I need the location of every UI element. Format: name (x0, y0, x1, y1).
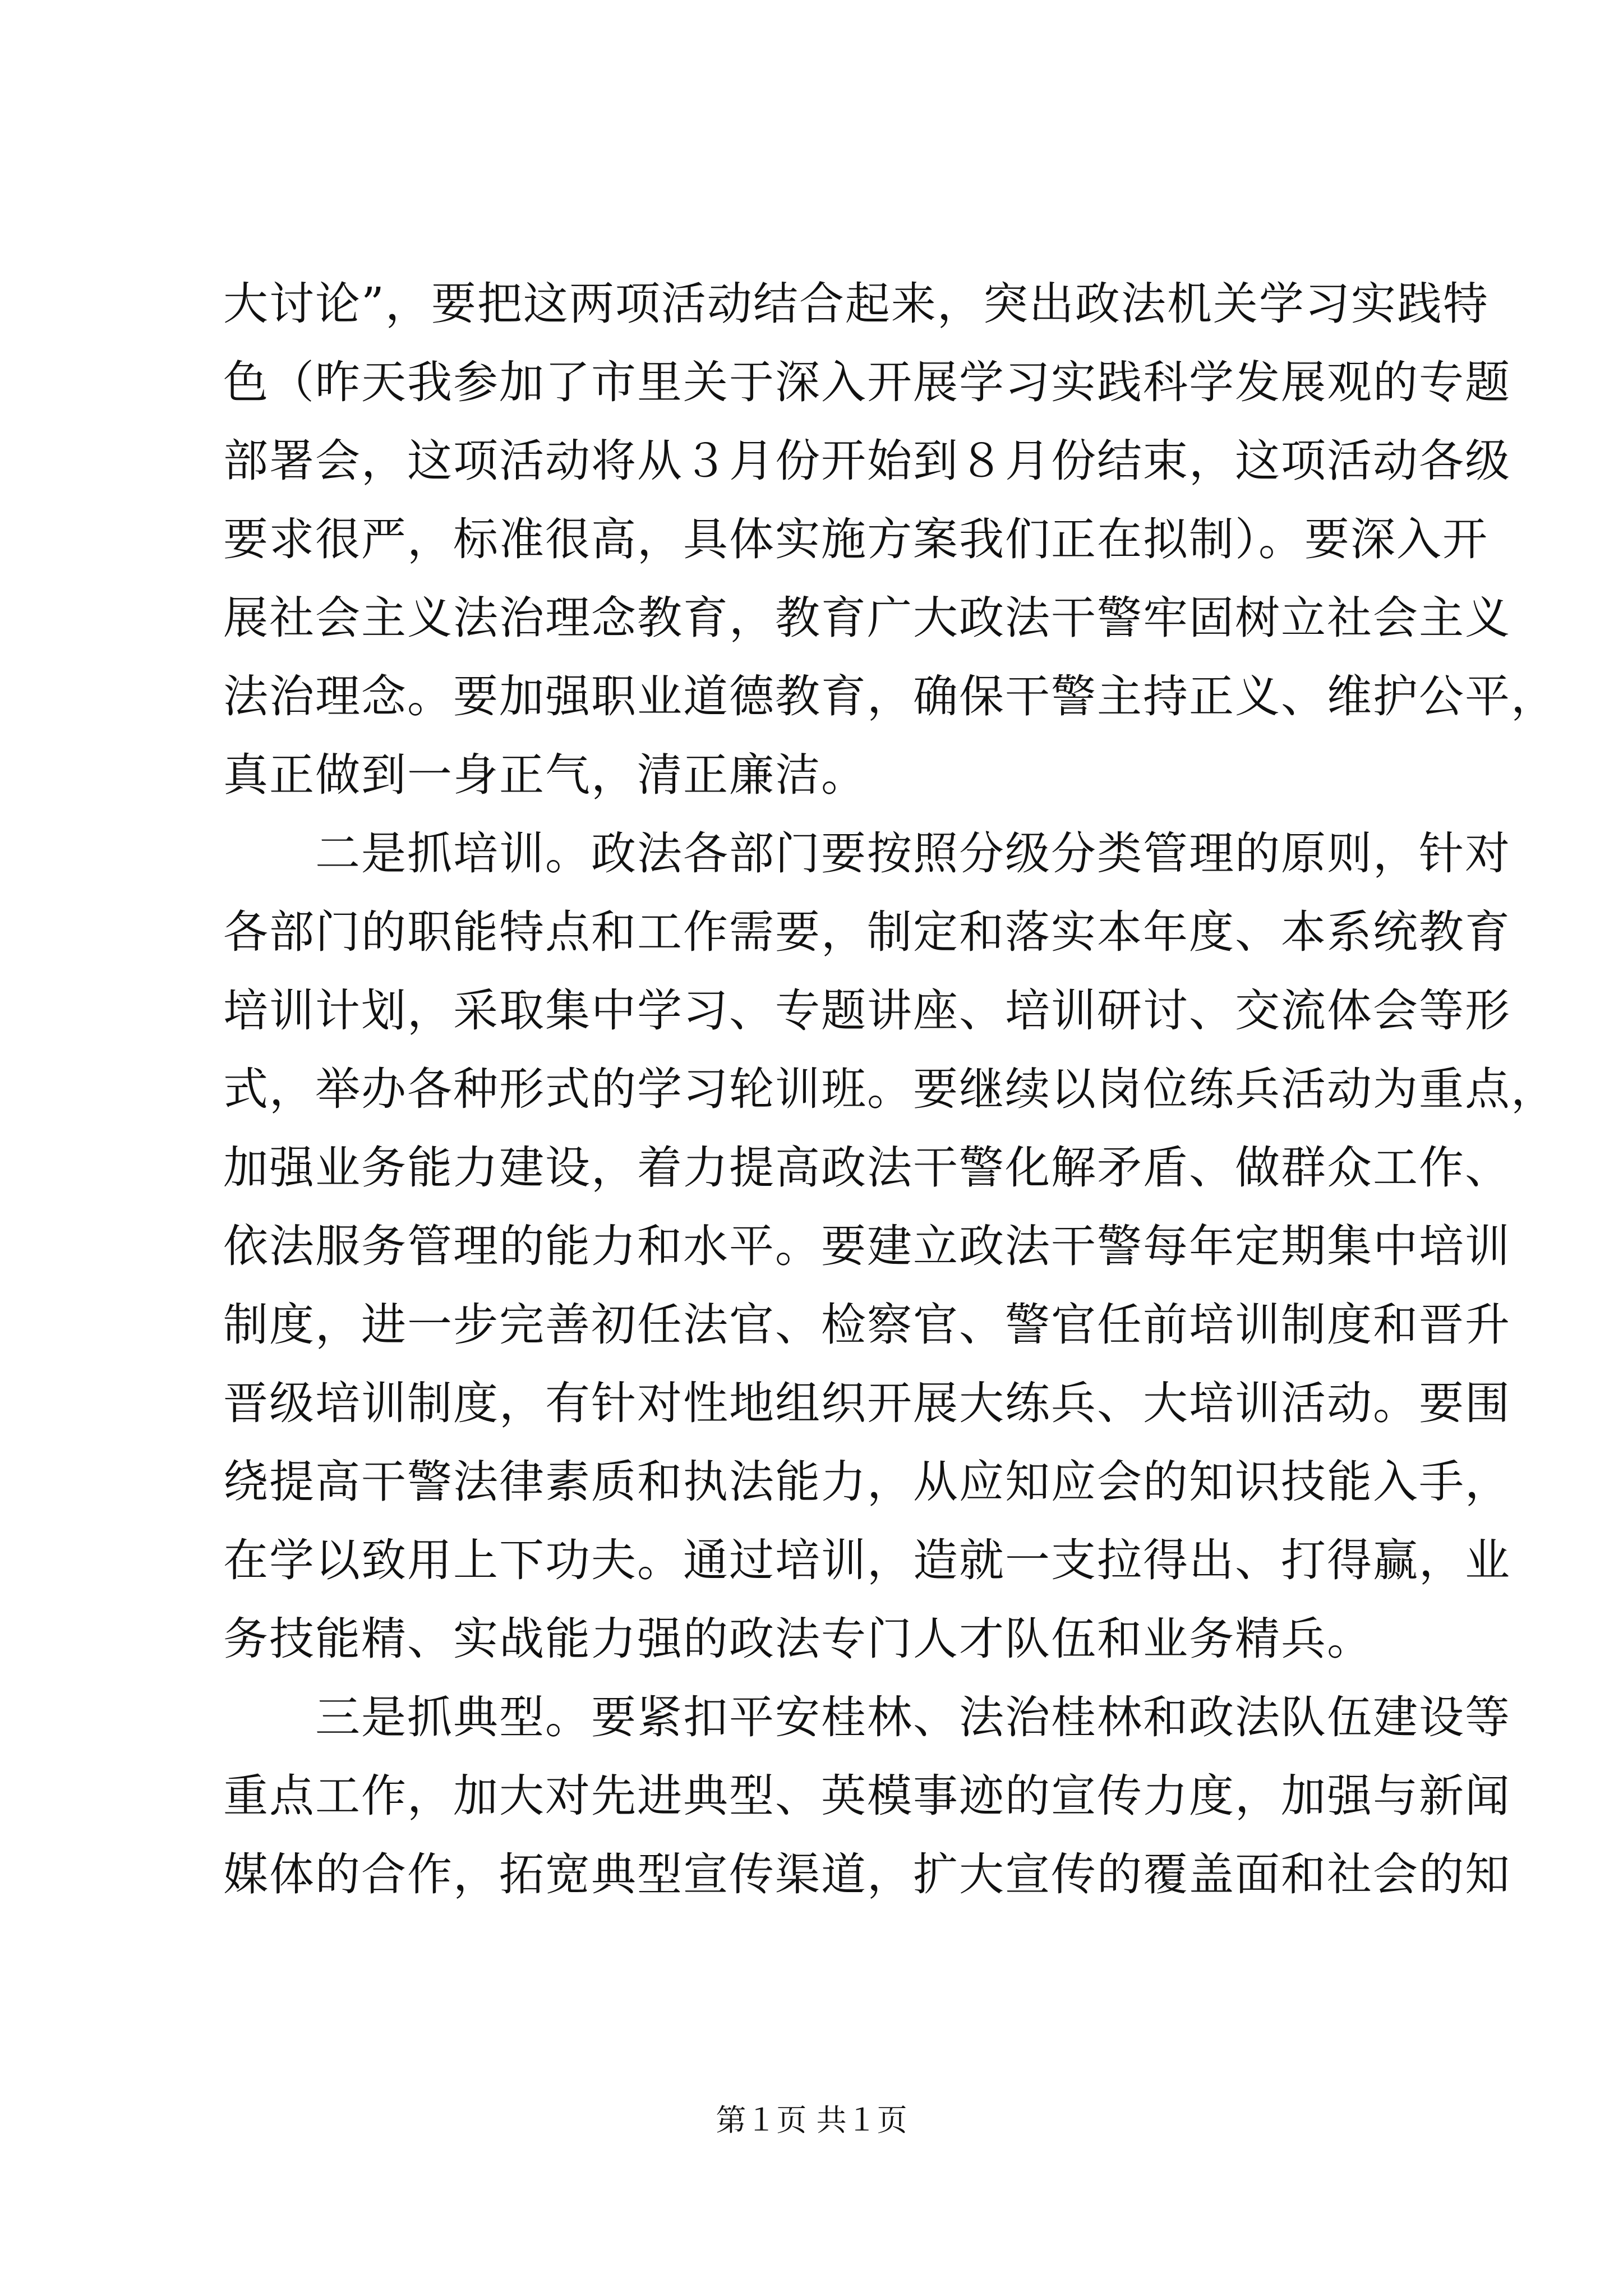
document-body (223, 265, 1557, 1914)
text-line-3: 部署会，这项活动将从３月份开始到８月份结束，这项活动各级 (223, 435, 1511, 487)
text-line-4: 要求很严，标准很高，具体实施方案我们正在拟制）。要深入开 (223, 513, 1488, 565)
text-line-19: 三是抓典型。要紧扣平安桂林、法治桂林和政法队伍建设等 (223, 1691, 1511, 1743)
text-line-16: 绕提高干警法律素质和执法能力，从应知应会的知识技能入手， (223, 1456, 1511, 1508)
text-line-5: 展社会主义法治理念教育，教育广大政法干警牢固树立社会主义 (223, 592, 1511, 644)
text-line-21: 媒体的合作，拓宽典型宣传渠道，扩大宣传的覆盖面和社会的知 (223, 1848, 1511, 1901)
text-line-18: 务技能精、实战能力强的政法专门人才队伍和业务精兵。 (223, 1613, 1373, 1665)
text-line-2: 色（昨天我参加了市里关于深入开展学习实践科学发展观的专题 (223, 356, 1511, 408)
text-line-10: 培训计划，采取集中学习、专题讲座、培训研讨、交流体会等形 (223, 984, 1511, 1037)
text-line-8: 二是抓培训。政法各部门要按照分级分类管理的原则，针对 (223, 827, 1511, 880)
text-line-20: 重点工作，加大对先进典型、英模事迹的宣传力度，加强与新闻 (223, 1770, 1511, 1822)
text-line-9: 各部门的职能特点和工作需要，制定和落实本年度、本系统教育 (223, 906, 1511, 958)
text-line-17: 在学以致用上下功夫。通过培训，造就一支拉得出、打得赢，业 (223, 1534, 1511, 1586)
text-line-14: 制度，进一步完善初任法官、检察官、警官任前培训制度和晋升 (223, 1299, 1511, 1351)
text-line-15: 晋级培训制度，有针对性地组织开展大练兵、大培训活动。要围 (223, 1377, 1511, 1429)
text-line-7: 真正做到一身正气，清正廉洁。 (223, 749, 867, 801)
text-line-11: 式，举办各种形式的学习轮训班。要继续以岗位练兵活动为重点， (223, 1063, 1557, 1115)
text-line-13: 依法服务管理的能力和水平。要建立政法干警每年定期集中培训 (223, 1220, 1511, 1272)
text-line-1: 大讨论”，要把这两项活动结合起来，突出政法机关学习实践特 (223, 278, 1489, 330)
page-footer: 第１页 共１页 (716, 2102, 907, 2138)
text-line-12: 加强业务能力建设，着力提高政法干警化解矛盾、做群众工作、 (223, 1142, 1511, 1194)
text-line-6: 法治理念。要加强职业道德教育，确保干警主持正义、维护公平， (223, 670, 1557, 723)
